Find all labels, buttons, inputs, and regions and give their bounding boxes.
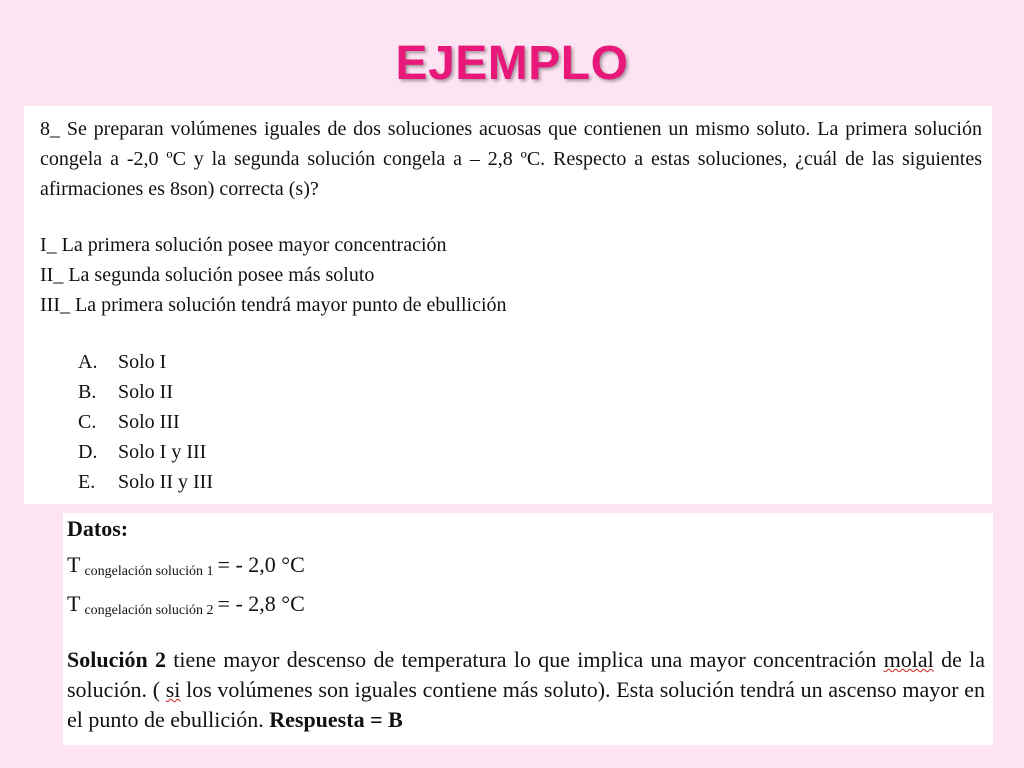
question-text-block	[40, 114, 982, 204]
slide-title: EJEMPLO	[395, 37, 629, 90]
data-box	[63, 513, 993, 745]
question-text: 8_ Se preparan volúmenes iguales de dos soluciones acuosas que contienen un mismo soluto. La primera solución congela a -2,0 ºC y la segunda solución congela a – 2,8 ºC. Respecto a estas soluciones, ¿cuál de las siguientes afirmaciones es 8son) correcta (s)?	[40, 118, 982, 200]
solution-lead: Solución 2	[67, 647, 166, 672]
option-letter: B.	[78, 381, 97, 403]
statement-3: III_ La primera solución tendrá mayor punto de ebullición	[40, 294, 507, 316]
solution-paragraph	[67, 645, 985, 735]
option-e	[78, 467, 213, 497]
temperature-list	[67, 549, 305, 627]
temp-subscript: congelación solución 1	[84, 564, 214, 579]
temp-value: = - 2,8 °C	[217, 591, 305, 616]
spellcheck-word-molal: molal	[883, 647, 934, 672]
spellcheck-word-si: si	[165, 677, 181, 702]
statement-2: II_ La segunda solución posee más soluto	[40, 264, 375, 286]
option-c	[78, 407, 213, 437]
option-letter: C.	[78, 411, 97, 433]
option-text: Solo III	[118, 411, 180, 433]
question-box	[24, 106, 992, 504]
temp-symbol: T	[67, 591, 81, 616]
answer-text: Respuesta = B	[269, 707, 403, 732]
option-letter: A.	[78, 351, 98, 373]
statement-1: I_ La primera solución posee mayor concentración	[40, 234, 447, 256]
option-d	[78, 437, 213, 467]
option-text: Solo II	[118, 381, 173, 403]
option-text: Solo I y III	[118, 441, 207, 463]
statements-list	[40, 230, 507, 320]
solution-explanation	[67, 645, 985, 735]
option-b	[78, 377, 213, 407]
option-letter: D.	[78, 441, 98, 463]
solution-text-2: de la solución. (	[67, 647, 985, 702]
option-text: Solo II y III	[118, 471, 213, 493]
temp-subscript: congelación solución 2	[84, 603, 214, 618]
temperature-row-2	[67, 588, 305, 627]
temperature-row-1	[67, 549, 305, 588]
temp-symbol: T	[67, 552, 81, 577]
option-letter: E.	[78, 471, 96, 493]
option-a	[78, 347, 213, 377]
options-list	[78, 347, 213, 497]
datos-heading: Datos:	[67, 516, 129, 541]
solution-text-3: los volúmenes son iguales contiene más soluto). Esta solución tendrá un ascenso mayor en el punto de ebullición.	[67, 677, 985, 732]
temp-value: = - 2,0 °C	[217, 552, 305, 577]
solution-text-1: tiene mayor descenso de temperatura lo que implica una mayor concentración	[165, 647, 884, 672]
option-text: Solo I	[118, 351, 167, 373]
